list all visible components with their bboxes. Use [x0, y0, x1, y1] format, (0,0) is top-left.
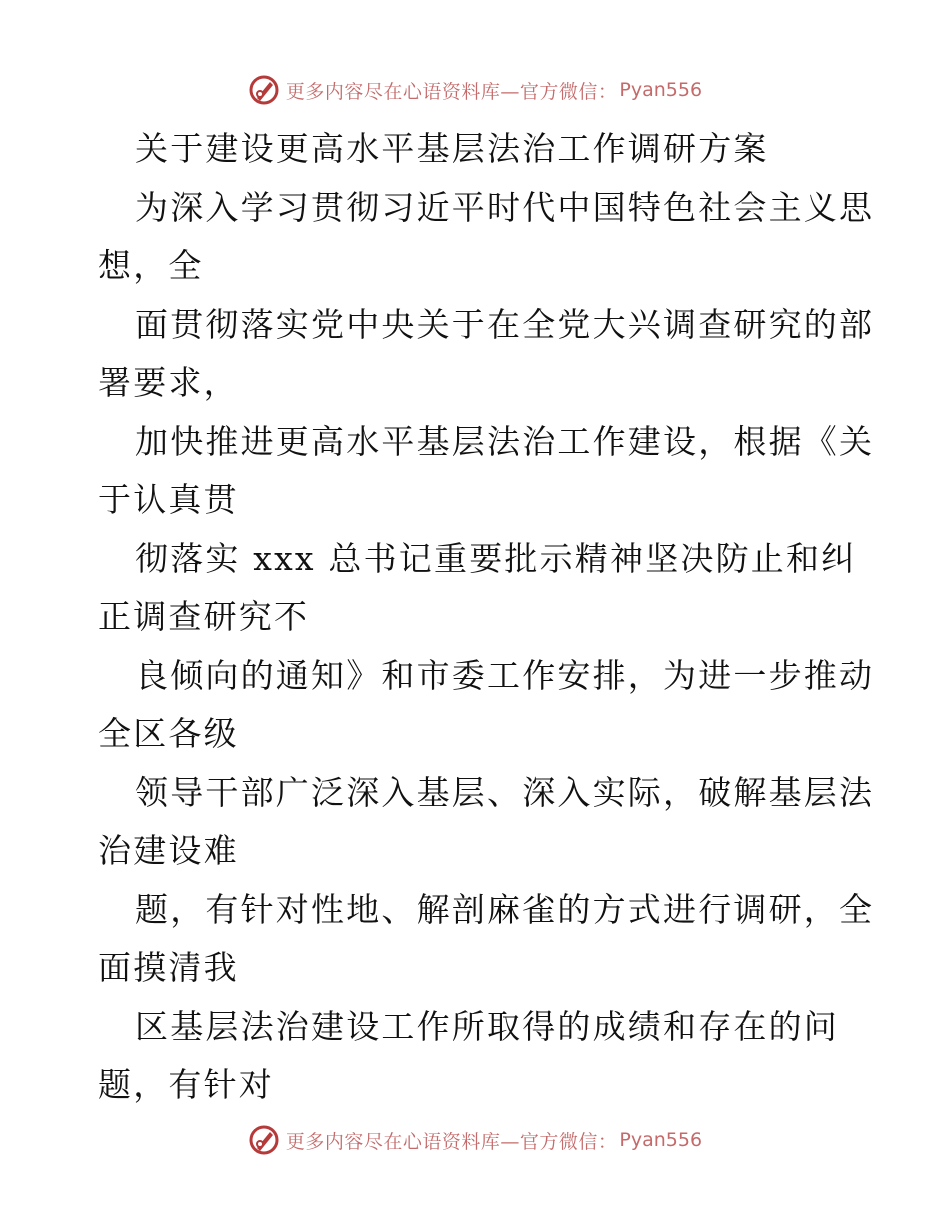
pen-logo-icon — [248, 74, 280, 106]
doc-line: 全区各级 — [98, 714, 239, 753]
footer-wechat-id: Pyan556 — [619, 1129, 703, 1151]
doc-line: 治建设难 — [98, 831, 239, 870]
doc-line: 为深入学习贯彻习近平时代中国特色社会主义思 — [135, 187, 875, 227]
doc-line: 题，有针对性地、解剖麻雀的方式进行调研，全 — [135, 889, 875, 929]
doc-line: 面贯彻落实党中央关于在全党大兴调查研究的部 — [135, 304, 875, 344]
header-banner-text: 更多内容尽在心语资料库—官方微信： — [285, 80, 618, 103]
doc-line: 题，有针对 — [98, 1065, 274, 1104]
header-wechat-id: Pyan556 — [619, 79, 703, 101]
doc-line: 区基层法治建设工作所取得的成绩和存在的问 — [135, 1006, 839, 1046]
document-body — [98, 120, 875, 1115]
doc-line: 想，全 — [98, 246, 204, 285]
pen-logo-icon — [248, 1124, 280, 1156]
header-watermark — [0, 70, 950, 110]
doc-title: 关于建设更高水平基层法治工作调研方案 — [135, 129, 769, 168]
doc-line: 良倾向的通知》和市委工作安排，为进一步推动 — [135, 655, 875, 695]
footer-watermark — [0, 1120, 950, 1160]
doc-line: 彻落实 xxx 总书记重要批示精神坚决防止和纠 — [135, 538, 857, 578]
doc-line: 署要求， — [98, 363, 239, 402]
doc-line: 于认真贯 — [98, 480, 239, 519]
doc-line: 面摸清我 — [98, 948, 239, 987]
footer-banner-text: 更多内容尽在心语资料库—官方微信： — [285, 1130, 618, 1153]
doc-line: 加快推进更高水平基层法治工作建设，根据《关 — [135, 421, 875, 461]
doc-line: 领导干部广泛深入基层、深入实际，破解基层法 — [135, 772, 875, 812]
doc-line: 正调查研究不 — [98, 597, 310, 636]
